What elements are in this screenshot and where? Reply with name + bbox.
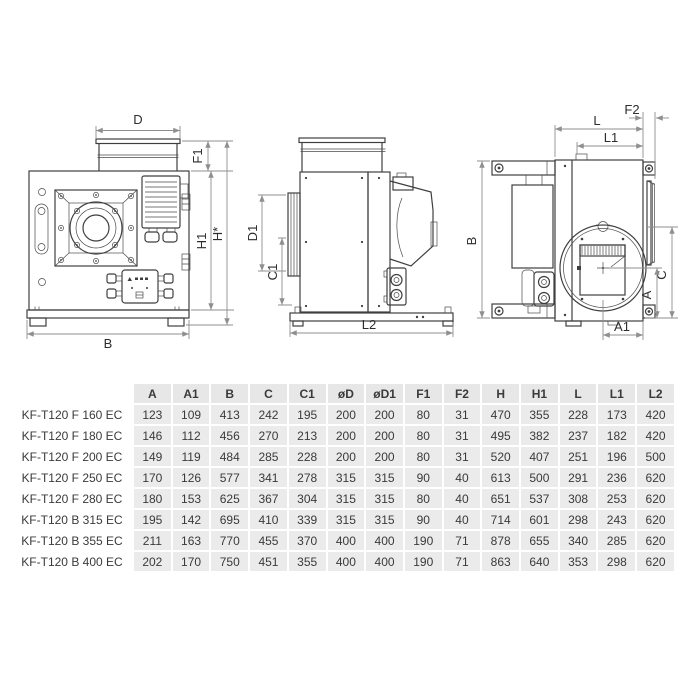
model-name-cell: KF-T120 B 315 EC: [12, 510, 132, 529]
dimension-value-cell: 243: [598, 510, 635, 529]
column-header-cell: H: [482, 384, 519, 403]
model-name-cell: KF-T120 B 355 EC: [12, 531, 132, 550]
dimension-value-cell: 315: [366, 489, 403, 508]
dimension-value-cell: 170: [134, 468, 171, 487]
outlet-flange-top: [647, 181, 655, 265]
fan-casing-side: [300, 172, 390, 312]
dimension-value-cell: 90: [405, 510, 442, 529]
dimensions-table: [10, 382, 676, 573]
table-row: [12, 531, 674, 550]
side-view-drawing: [245, 108, 480, 358]
model-name-cell: KF-T120 F 200 EC: [12, 447, 132, 466]
column-header-cell: A: [134, 384, 171, 403]
dim-label-d1: D1: [245, 224, 260, 242]
dimension-value-cell: 146: [134, 426, 171, 445]
dimension-value-cell: 355: [289, 552, 326, 571]
motor-top: [512, 175, 554, 313]
dimension-value-cell: 355: [521, 405, 558, 424]
dimension-value-cell: 298: [598, 552, 635, 571]
junction-box: [107, 270, 173, 303]
dimension-value-cell: 315: [328, 468, 365, 487]
dimension-value-cell: 495: [482, 426, 519, 445]
dim-label-l2: L2: [361, 317, 377, 332]
dimension-value-cell: 315: [366, 468, 403, 487]
table-row: [12, 405, 674, 424]
side-view-dimensions: [245, 195, 453, 337]
dimension-value-cell: 142: [173, 510, 210, 529]
table-row: [12, 426, 674, 445]
dimension-value-cell: 750: [211, 552, 248, 571]
dimension-value-cell: 655: [521, 531, 558, 550]
dimension-value-cell: 200: [328, 426, 365, 445]
dimension-value-cell: 195: [289, 405, 326, 424]
dimension-value-cell: 625: [211, 489, 248, 508]
front-view-dimensions: [27, 112, 234, 351]
dimension-value-cell: 340: [560, 531, 597, 550]
dimension-value-cell: 451: [250, 552, 287, 571]
table-row: [12, 552, 674, 571]
dimension-value-cell: 196: [598, 447, 635, 466]
dimension-value-cell: 370: [289, 531, 326, 550]
model-name-cell: KF-T120 F 160 EC: [12, 405, 132, 424]
dimension-value-cell: 353: [560, 552, 597, 571]
dim-label-f2: F2: [624, 102, 640, 117]
dimension-value-cell: 195: [134, 510, 171, 529]
dimension-value-cell: 285: [250, 447, 287, 466]
dimension-value-cell: 213: [289, 426, 326, 445]
column-header-cell: F2: [444, 384, 481, 403]
duct-outlet-side: [299, 138, 386, 172]
inlet-flange: [288, 193, 300, 276]
column-header-cell: B: [211, 384, 248, 403]
dimension-value-cell: 601: [521, 510, 558, 529]
dim-label-f1: F1: [190, 148, 205, 164]
dimension-value-cell: 339: [289, 510, 326, 529]
dimension-value-cell: 211: [134, 531, 171, 550]
table-row: [12, 468, 674, 487]
dimension-value-cell: 112: [173, 426, 210, 445]
dimension-value-cell: 455: [250, 531, 287, 550]
table-body: [12, 405, 674, 571]
dim-label-h-star: H*: [210, 226, 225, 242]
dimension-value-cell: 291: [560, 468, 597, 487]
column-header-cell: L2: [637, 384, 674, 403]
dimension-value-cell: 190: [405, 531, 442, 550]
ec-controller-box: [142, 176, 188, 242]
dimension-value-cell: 298: [560, 510, 597, 529]
motor-mounting-plate: [55, 190, 137, 266]
dimension-value-cell: 202: [134, 552, 171, 571]
dim-label-h1: H1: [194, 232, 209, 250]
dimension-value-cell: 484: [211, 447, 248, 466]
dimension-value-cell: 304: [289, 489, 326, 508]
dimension-value-cell: 400: [366, 552, 403, 571]
column-header-cell: C1: [289, 384, 326, 403]
dimension-value-cell: 253: [598, 489, 635, 508]
dimension-value-cell: 153: [173, 489, 210, 508]
dimension-value-cell: 613: [482, 468, 519, 487]
dimension-value-cell: 651: [482, 489, 519, 508]
dimension-value-cell: 163: [173, 531, 210, 550]
dim-label-c: C: [654, 270, 669, 280]
dimension-value-cell: 270: [250, 426, 287, 445]
column-header-cell: L: [560, 384, 597, 403]
model-name-cell: KF-T120 F 280 EC: [12, 489, 132, 508]
dimension-value-cell: 90: [405, 468, 442, 487]
dimension-value-cell: 180: [134, 489, 171, 508]
dimension-value-cell: 577: [211, 468, 248, 487]
dimension-value-cell: 40: [444, 468, 481, 487]
dimension-value-cell: 109: [173, 405, 210, 424]
dimension-value-cell: 420: [637, 426, 674, 445]
dimension-value-cell: 80: [405, 447, 442, 466]
table-row: [12, 489, 674, 508]
dimension-value-cell: 80: [405, 489, 442, 508]
dimension-value-cell: 341: [250, 468, 287, 487]
dim-label-a1: A1: [614, 319, 630, 334]
dimension-value-cell: 251: [560, 447, 597, 466]
dimension-value-cell: 190: [405, 552, 442, 571]
dimension-value-cell: 285: [598, 531, 635, 550]
dim-label-l1-top: L1: [603, 130, 619, 145]
dimension-value-cell: 71: [444, 531, 481, 550]
dimension-value-cell: 456: [211, 426, 248, 445]
dim-label-c1: C1: [265, 263, 280, 281]
dimension-value-cell: 149: [134, 447, 171, 466]
column-header-cell: L1: [598, 384, 635, 403]
dimension-value-cell: 200: [366, 405, 403, 424]
table-row: [12, 447, 674, 466]
dimension-value-cell: 278: [289, 468, 326, 487]
dimension-value-cell: 878: [482, 531, 519, 550]
dimension-value-cell: 31: [444, 405, 481, 424]
model-name-cell: KF-T120 B 400 EC: [12, 552, 132, 571]
dimension-value-cell: 770: [211, 531, 248, 550]
dimension-value-cell: 620: [637, 468, 674, 487]
dimension-value-cell: 242: [250, 405, 287, 424]
dimension-value-cell: 80: [405, 405, 442, 424]
dimension-value-cell: 315: [366, 510, 403, 529]
dimension-value-cell: 80: [405, 426, 442, 445]
dim-label-d: D: [133, 112, 143, 127]
dimension-value-cell: 714: [482, 510, 519, 529]
dimension-value-cell: 182: [598, 426, 635, 445]
column-header-cell: A1: [173, 384, 210, 403]
dimension-value-cell: 200: [328, 447, 365, 466]
top-view-drawing: [464, 88, 700, 348]
dimension-value-cell: 71: [444, 552, 481, 571]
dimension-value-cell: 400: [328, 531, 365, 550]
dimension-value-cell: 119: [173, 447, 210, 466]
dimension-value-cell: 500: [637, 447, 674, 466]
dimension-value-cell: 31: [444, 426, 481, 445]
fan-wheel: [560, 222, 646, 312]
model-name-cell: KF-T120 F 180 EC: [12, 426, 132, 445]
dimension-value-cell: 500: [521, 468, 558, 487]
corner-header-cell: [12, 384, 132, 403]
column-header-cell: F1: [405, 384, 442, 403]
dimension-value-cell: 236: [598, 468, 635, 487]
dimension-value-cell: 413: [211, 405, 248, 424]
dimension-value-cell: 228: [560, 405, 597, 424]
casing-left-details: [35, 189, 48, 286]
dimension-value-cell: 237: [560, 426, 597, 445]
dimension-value-cell: 31: [444, 447, 481, 466]
dimension-value-cell: 620: [637, 510, 674, 529]
dimension-value-cell: 620: [637, 552, 674, 571]
dim-label-b: B: [103, 336, 113, 351]
motor-housing-side: [384, 173, 437, 305]
fan-casing-front: [27, 171, 189, 326]
dimension-value-cell: 400: [328, 552, 365, 571]
dim-label-a: A: [639, 290, 654, 300]
dimension-value-cell: 620: [637, 531, 674, 550]
dimension-value-cell: 420: [637, 405, 674, 424]
dimension-value-cell: 407: [521, 447, 558, 466]
dim-label-l: L: [593, 113, 601, 128]
dimension-value-cell: 863: [482, 552, 519, 571]
dimension-value-cell: 40: [444, 510, 481, 529]
dimension-value-cell: 200: [328, 405, 365, 424]
model-name-cell: KF-T120 F 250 EC: [12, 468, 132, 487]
duct-outlet: [96, 139, 180, 171]
dimension-value-cell: 123: [134, 405, 171, 424]
dimension-value-cell: 40: [444, 489, 481, 508]
dimension-value-cell: 200: [366, 447, 403, 466]
dimension-value-cell: 470: [482, 405, 519, 424]
column-header-cell: øD: [328, 384, 365, 403]
column-header-cell: C: [250, 384, 287, 403]
dimension-value-cell: 410: [250, 510, 287, 529]
dimension-value-cell: 382: [521, 426, 558, 445]
dimension-value-cell: 620: [637, 489, 674, 508]
dimension-value-cell: 695: [211, 510, 248, 529]
dimension-value-cell: 367: [250, 489, 287, 508]
front-view-drawing: [15, 108, 245, 358]
dimension-value-cell: 200: [366, 426, 403, 445]
dimension-value-cell: 640: [521, 552, 558, 571]
dimension-value-cell: 315: [328, 489, 365, 508]
column-header-cell: øD1: [366, 384, 403, 403]
dimension-value-cell: 520: [482, 447, 519, 466]
column-header-cell: H1: [521, 384, 558, 403]
dimension-value-cell: 400: [366, 531, 403, 550]
dimension-value-cell: 228: [289, 447, 326, 466]
dimension-value-cell: 126: [173, 468, 210, 487]
dimension-value-cell: 315: [328, 510, 365, 529]
dimension-value-cell: 308: [560, 489, 597, 508]
fan-casing-top: [555, 154, 643, 326]
table-header-row: [12, 384, 674, 403]
dimension-value-cell: 170: [173, 552, 210, 571]
dimension-value-cell: 537: [521, 489, 558, 508]
table-row: [12, 510, 674, 529]
dim-label-b-top: B: [464, 236, 479, 246]
dimension-value-cell: 173: [598, 405, 635, 424]
